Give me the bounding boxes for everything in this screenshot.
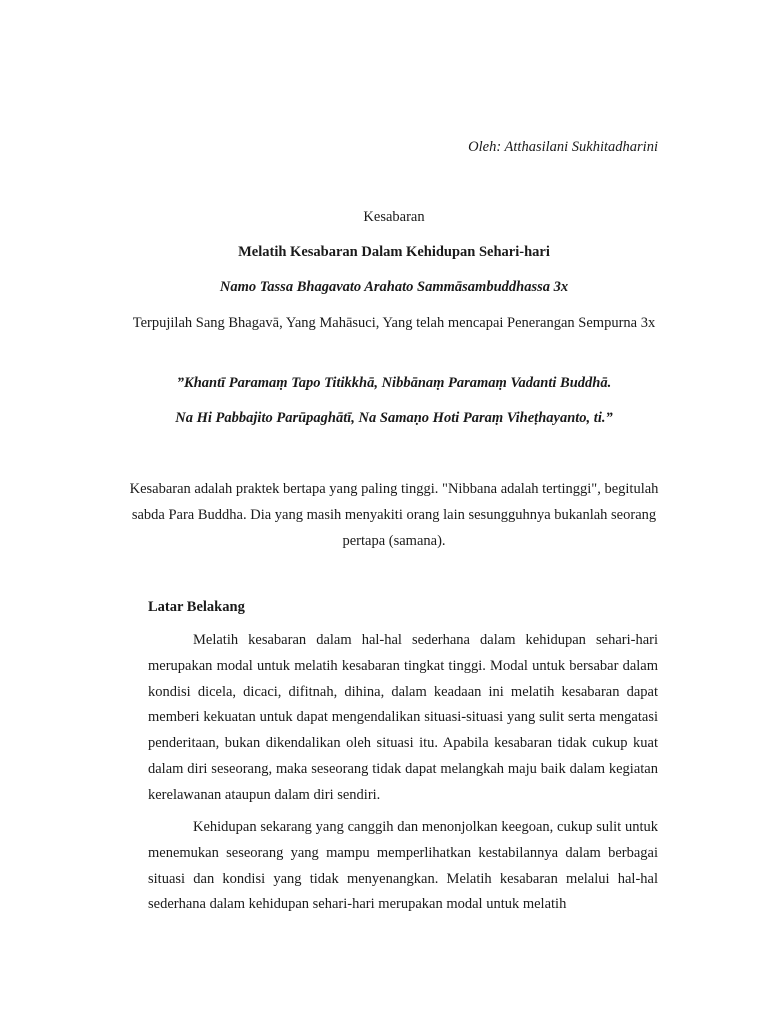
verse-line-1: ”Khantī Paramaṃ Tapo Titikkhā, Nibbānaṃ Paramaṃ Vadanti Buddhā. — [176, 375, 612, 391]
document-title: Melatih Kesabaran Dalam Kehidupan Sehari-hari — [238, 244, 550, 260]
author-line: Oleh: Atthasilani Sukhitadharini — [468, 139, 658, 155]
topic-heading: Kesabaran — [363, 209, 425, 225]
paragraph-1: Melatih kesabaran dalam hal-hal sederhana dalam kehidupan sehari-hari merupakan modal untuk melatih kesabaran tingkat tinggi. Modal untuk bersabar dalam kondisi dicela, dicaci, difitnah, dihina, dalam keadaan ini melatih kesabaran dapat memberi kekuatan untuk dapat mengendalikan situasi-situasi yang sulit serta mengatasi penderitaan, bukan dikendalikan oleh situasi itu. Apabila kesabaran tidak cukup kuat dalam diri seseorang, maka seseorang tidak dapat melangkah maju baik dalam kegiatan kerelawanan ataupun dalam diri sendiri. — [148, 632, 658, 803]
paragraph-2: Kehidupan sekarang yang canggih dan menonjolkan keegoan, cukup sulit untuk menemukan seseorang yang mampu memperlihatkan kestabilannya dalam berbagai situasi dan kondisi yang tidak menyenangkan. Melatih kesabaran melalui hal-hal sederhana dalam kehidupan sehari-hari merupakan modal untuk melatih — [148, 819, 658, 913]
namo-chant: Namo Tassa Bhagavato Arahato Sammāsambuddhassa 3x — [219, 279, 569, 295]
section-heading: Latar Belakang — [148, 599, 245, 615]
verse-line-2: Na Hi Pabbajito Parūpaghātī, Na Samaṇo Hoti Paraṃ Viheṭhayanto, ti.” — [175, 410, 613, 426]
homage-text: Terpujilah Sang Bhagavā, Yang Mahāsuci, Yang telah mencapai Penerangan Sempurna 3x — [132, 315, 656, 331]
summary-text: Kesabaran adalah praktek bertapa yang paling tinggi. "Nibbana adalah tertinggi", begitulah sabda Para Buddha. Dia yang masih menyakiti orang lain sesungguhnya bukanlah seorang pertapa (samana). — [129, 481, 659, 549]
